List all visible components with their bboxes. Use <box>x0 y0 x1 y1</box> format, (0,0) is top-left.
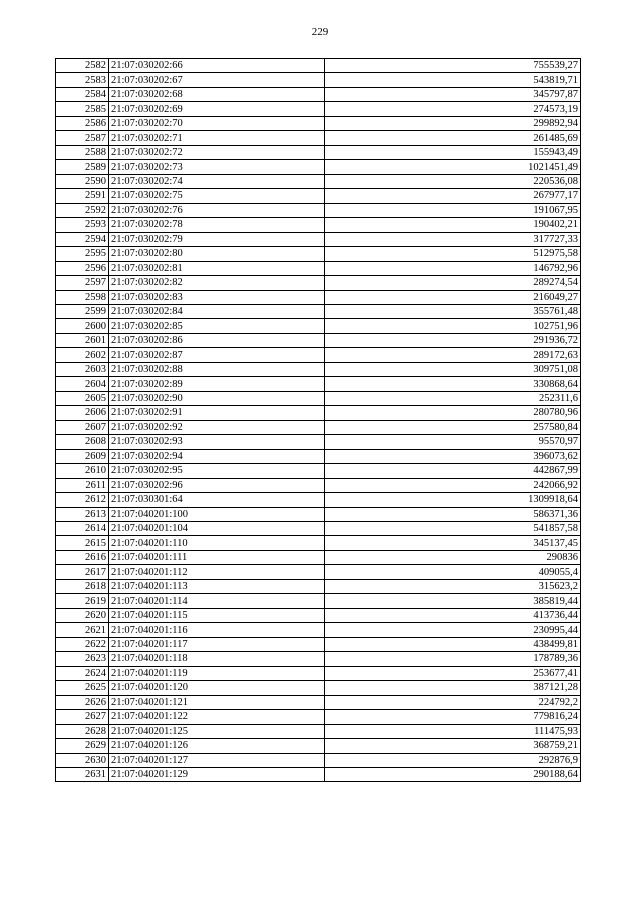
cadastral-value-cell: 242066,92 <box>325 478 581 492</box>
table-row <box>56 579 581 593</box>
cadastral-number-cell: 21:07:030202:83 <box>109 290 325 304</box>
table-row <box>56 507 581 521</box>
row-number-cell: 2631 <box>56 767 109 781</box>
cadastral-value-table <box>55 58 581 782</box>
row-number-cell: 2620 <box>56 608 109 622</box>
cadastral-number-cell: 21:07:030202:69 <box>109 102 325 116</box>
row-number-cell: 2600 <box>56 319 109 333</box>
table-row <box>56 73 581 87</box>
page-number: 229 <box>311 26 329 38</box>
row-number-cell: 2610 <box>56 464 109 478</box>
cadastral-value-cell: 267977,17 <box>325 189 581 203</box>
cadastral-value-cell: 409055,4 <box>325 565 581 579</box>
cadastral-value-cell: 289274,54 <box>325 276 581 290</box>
row-number-cell: 2591 <box>56 189 109 203</box>
table-row <box>56 767 581 781</box>
row-number-cell: 2597 <box>56 276 109 290</box>
table-row <box>56 464 581 478</box>
table-row <box>56 666 581 680</box>
cadastral-number-cell: 21:07:030202:75 <box>109 189 325 203</box>
cadastral-value-cell: 178789,36 <box>325 652 581 666</box>
row-number-cell: 2586 <box>56 116 109 130</box>
row-number-cell: 2622 <box>56 637 109 651</box>
row-number-cell: 2630 <box>56 753 109 767</box>
row-number-cell: 2593 <box>56 218 109 232</box>
row-number-cell: 2592 <box>56 203 109 217</box>
row-number-cell: 2588 <box>56 145 109 159</box>
cadastral-number-cell: 21:07:030202:82 <box>109 276 325 290</box>
cadastral-number-cell: 21:07:040201:129 <box>109 767 325 781</box>
cadastral-value-cell: 290836 <box>325 550 581 564</box>
row-number-cell: 2587 <box>56 131 109 145</box>
cadastral-value-cell: 280780,96 <box>325 406 581 420</box>
row-number-cell: 2621 <box>56 623 109 637</box>
cadastral-number-cell: 21:07:040201:117 <box>109 637 325 651</box>
cadastral-number-cell: 21:07:030202:76 <box>109 203 325 217</box>
table-row <box>56 406 581 420</box>
table-row <box>56 362 581 376</box>
cadastral-value-cell: 1309918,64 <box>325 493 581 507</box>
cadastral-value-cell: 291936,72 <box>325 333 581 347</box>
cadastral-number-cell: 21:07:040201:100 <box>109 507 325 521</box>
table-row <box>56 420 581 434</box>
row-number-cell: 2611 <box>56 478 109 492</box>
table-row <box>56 623 581 637</box>
cadastral-value-cell: 355761,48 <box>325 304 581 318</box>
row-number-cell: 2585 <box>56 102 109 116</box>
row-number-cell: 2584 <box>56 87 109 101</box>
cadastral-number-cell: 21:07:030202:67 <box>109 73 325 87</box>
row-number-cell: 2583 <box>56 73 109 87</box>
table-row <box>56 739 581 753</box>
cadastral-value-cell: 368759,21 <box>325 739 581 753</box>
table-row <box>56 753 581 767</box>
cadastral-value-cell: 345137,45 <box>325 536 581 550</box>
cadastral-value-cell: 512975,58 <box>325 247 581 261</box>
cadastral-number-cell: 21:07:040201:126 <box>109 739 325 753</box>
cadastral-number-cell: 21:07:040201:122 <box>109 710 325 724</box>
table-row <box>56 724 581 738</box>
cadastral-number-cell: 21:07:040201:125 <box>109 724 325 738</box>
table-row <box>56 261 581 275</box>
table-row <box>56 435 581 449</box>
cadastral-value-cell: 315623,2 <box>325 579 581 593</box>
cadastral-number-cell: 21:07:030202:73 <box>109 160 325 174</box>
cadastral-number-cell: 21:07:030202:90 <box>109 391 325 405</box>
table-row <box>56 348 581 362</box>
cadastral-number-cell: 21:07:030202:81 <box>109 261 325 275</box>
table-body <box>56 59 581 782</box>
cadastral-value-cell: 292876,9 <box>325 753 581 767</box>
table-row <box>56 391 581 405</box>
row-number-cell: 2599 <box>56 304 109 318</box>
row-number-cell: 2613 <box>56 507 109 521</box>
cadastral-number-cell: 21:07:030202:71 <box>109 131 325 145</box>
cadastral-value-cell: 289172,63 <box>325 348 581 362</box>
cadastral-number-cell: 21:07:030202:87 <box>109 348 325 362</box>
row-number-cell: 2606 <box>56 406 109 420</box>
table-row <box>56 87 581 101</box>
table-row <box>56 276 581 290</box>
row-number-cell: 2601 <box>56 333 109 347</box>
row-number-cell: 2596 <box>56 261 109 275</box>
cadastral-value-cell: 95570,97 <box>325 435 581 449</box>
table-row <box>56 189 581 203</box>
cadastral-value-cell: 413736,44 <box>325 608 581 622</box>
table-row <box>56 174 581 188</box>
cadastral-value-cell: 224792,2 <box>325 695 581 709</box>
cadastral-value-cell: 330868,64 <box>325 377 581 391</box>
table-row <box>56 652 581 666</box>
cadastral-value-cell: 146792,96 <box>325 261 581 275</box>
table-row <box>56 695 581 709</box>
cadastral-value-cell: 543819,71 <box>325 73 581 87</box>
table-row <box>56 608 581 622</box>
cadastral-value-cell: 779816,24 <box>325 710 581 724</box>
row-number-cell: 2602 <box>56 348 109 362</box>
cadastral-number-cell: 21:07:040201:111 <box>109 550 325 564</box>
cadastral-value-cell: 155943,49 <box>325 145 581 159</box>
row-number-cell: 2609 <box>56 449 109 463</box>
cadastral-number-cell: 21:07:040201:104 <box>109 522 325 536</box>
cadastral-value-cell: 396073,62 <box>325 449 581 463</box>
cadastral-number-cell: 21:07:030202:80 <box>109 247 325 261</box>
table-row <box>56 637 581 651</box>
cadastral-number-cell: 21:07:030202:74 <box>109 174 325 188</box>
row-number-cell: 2590 <box>56 174 109 188</box>
cadastral-number-cell: 21:07:040201:110 <box>109 536 325 550</box>
cadastral-number-cell: 21:07:030202:96 <box>109 478 325 492</box>
table-row <box>56 681 581 695</box>
row-number-cell: 2595 <box>56 247 109 261</box>
cadastral-number-cell: 21:07:030202:95 <box>109 464 325 478</box>
cadastral-number-cell: 21:07:030202:85 <box>109 319 325 333</box>
table-row <box>56 594 581 608</box>
row-number-cell: 2626 <box>56 695 109 709</box>
table-row <box>56 550 581 564</box>
cadastral-number-cell: 21:07:030202:89 <box>109 377 325 391</box>
cadastral-number-cell: 21:07:030202:93 <box>109 435 325 449</box>
cadastral-number-cell: 21:07:030202:79 <box>109 232 325 246</box>
cadastral-number-cell: 21:07:030202:92 <box>109 420 325 434</box>
table-row <box>56 145 581 159</box>
cadastral-number-cell: 21:07:040201:120 <box>109 681 325 695</box>
cadastral-number-cell: 21:07:030202:86 <box>109 333 325 347</box>
cadastral-value-cell: 102751,96 <box>325 319 581 333</box>
row-number-cell: 2589 <box>56 160 109 174</box>
cadastral-value-cell: 261485,69 <box>325 131 581 145</box>
table-row <box>56 536 581 550</box>
table-row <box>56 203 581 217</box>
cadastral-value-cell: 442867,99 <box>325 464 581 478</box>
row-number-cell: 2623 <box>56 652 109 666</box>
table-row <box>56 478 581 492</box>
row-number-cell: 2607 <box>56 420 109 434</box>
row-number-cell: 2629 <box>56 739 109 753</box>
table-row <box>56 59 581 73</box>
row-number-cell: 2612 <box>56 493 109 507</box>
cadastral-value-cell: 190402,21 <box>325 218 581 232</box>
row-number-cell: 2605 <box>56 391 109 405</box>
cadastral-value-cell: 220536,08 <box>325 174 581 188</box>
table-row <box>56 565 581 579</box>
table-row <box>56 232 581 246</box>
row-number-cell: 2582 <box>56 59 109 73</box>
cadastral-value-cell: 274573,19 <box>325 102 581 116</box>
cadastral-number-cell: 21:07:040201:113 <box>109 579 325 593</box>
cadastral-number-cell: 21:07:040201:112 <box>109 565 325 579</box>
cadastral-value-cell: 345797,87 <box>325 87 581 101</box>
row-number-cell: 2594 <box>56 232 109 246</box>
cadastral-value-cell: 252311,6 <box>325 391 581 405</box>
cadastral-number-cell: 21:07:030202:66 <box>109 59 325 73</box>
table-row <box>56 319 581 333</box>
table-row <box>56 304 581 318</box>
cadastral-number-cell: 21:07:040201:127 <box>109 753 325 767</box>
table-row <box>56 116 581 130</box>
table-row <box>56 160 581 174</box>
row-number-cell: 2617 <box>56 565 109 579</box>
cadastral-value-cell: 387121,28 <box>325 681 581 695</box>
cadastral-number-cell: 21:07:040201:114 <box>109 594 325 608</box>
cadastral-value-cell: 317727,33 <box>325 232 581 246</box>
row-number-cell: 2628 <box>56 724 109 738</box>
cadastral-value-cell: 541857,58 <box>325 522 581 536</box>
cadastral-number-cell: 21:07:030202:70 <box>109 116 325 130</box>
cadastral-value-cell: 1021451,49 <box>325 160 581 174</box>
cadastral-number-cell: 21:07:030202:68 <box>109 87 325 101</box>
table-row <box>56 377 581 391</box>
cadastral-value-cell: 309751,08 <box>325 362 581 376</box>
table-row <box>56 333 581 347</box>
table-row <box>56 449 581 463</box>
cadastral-value-cell: 257580,84 <box>325 420 581 434</box>
row-number-cell: 2627 <box>56 710 109 724</box>
row-number-cell: 2625 <box>56 681 109 695</box>
cadastral-number-cell: 21:07:030202:78 <box>109 218 325 232</box>
cadastral-number-cell: 21:07:030202:91 <box>109 406 325 420</box>
row-number-cell: 2618 <box>56 579 109 593</box>
cadastral-number-cell: 21:07:040201:116 <box>109 623 325 637</box>
cadastral-number-cell: 21:07:040201:118 <box>109 652 325 666</box>
cadastral-value-cell: 755539,27 <box>325 59 581 73</box>
row-number-cell: 2604 <box>56 377 109 391</box>
table-row <box>56 493 581 507</box>
row-number-cell: 2616 <box>56 550 109 564</box>
cadastral-number-cell: 21:07:030301:64 <box>109 493 325 507</box>
cadastral-number-cell: 21:07:040201:121 <box>109 695 325 709</box>
table-row <box>56 710 581 724</box>
row-number-cell: 2619 <box>56 594 109 608</box>
cadastral-value-cell: 111475,93 <box>325 724 581 738</box>
table-row <box>56 131 581 145</box>
row-number-cell: 2608 <box>56 435 109 449</box>
cadastral-value-cell: 230995,44 <box>325 623 581 637</box>
table-row <box>56 290 581 304</box>
table-row <box>56 218 581 232</box>
cadastral-value-cell: 191067,95 <box>325 203 581 217</box>
cadastral-value-cell: 586371,36 <box>325 507 581 521</box>
cadastral-number-cell: 21:07:040201:115 <box>109 608 325 622</box>
cadastral-number-cell: 21:07:030202:72 <box>109 145 325 159</box>
row-number-cell: 2603 <box>56 362 109 376</box>
cadastral-number-cell: 21:07:030202:94 <box>109 449 325 463</box>
cadastral-value-cell: 438499,81 <box>325 637 581 651</box>
cadastral-number-cell: 21:07:030202:88 <box>109 362 325 376</box>
row-number-cell: 2614 <box>56 522 109 536</box>
row-number-cell: 2598 <box>56 290 109 304</box>
table-row <box>56 522 581 536</box>
cadastral-value-cell: 216049,27 <box>325 290 581 304</box>
cadastral-number-cell: 21:07:030202:84 <box>109 304 325 318</box>
cadastral-number-cell: 21:07:040201:119 <box>109 666 325 680</box>
table-row <box>56 102 581 116</box>
row-number-cell: 2624 <box>56 666 109 680</box>
row-number-cell: 2615 <box>56 536 109 550</box>
cadastral-value-cell: 290188,64 <box>325 767 581 781</box>
cadastral-value-cell: 253677,41 <box>325 666 581 680</box>
table-row <box>56 247 581 261</box>
cadastral-value-cell: 385819,44 <box>325 594 581 608</box>
cadastral-value-cell: 299892,94 <box>325 116 581 130</box>
